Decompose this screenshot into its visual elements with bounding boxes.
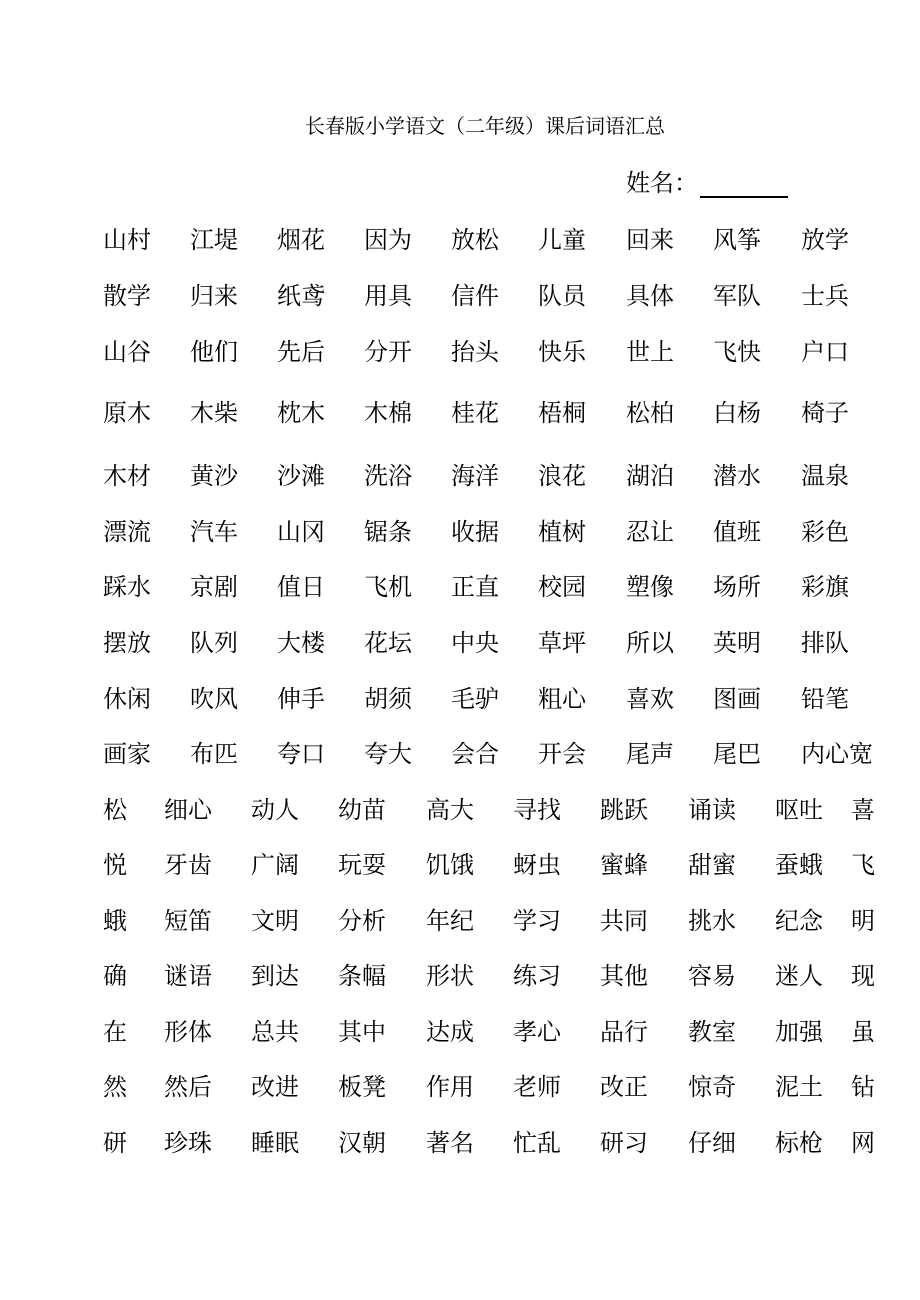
word-item: 文明 bbox=[251, 907, 299, 935]
word-item: 短笛 bbox=[164, 907, 212, 935]
word-item: 学习 bbox=[513, 907, 561, 935]
word-item: 达成 bbox=[426, 1018, 474, 1046]
word-item: 广阔 bbox=[251, 851, 299, 879]
word-item: 加强 bbox=[775, 1018, 823, 1046]
word-item: 网 bbox=[851, 1129, 875, 1157]
word-item: 浪花 bbox=[538, 462, 586, 490]
word-item: 幼苗 bbox=[338, 796, 386, 824]
word-item: 正直 bbox=[451, 573, 499, 601]
word-item: 呕吐 bbox=[775, 796, 823, 824]
word-item: 内心宽 bbox=[801, 740, 873, 768]
word-item: 彩色 bbox=[801, 518, 849, 546]
word-item: 标枪 bbox=[775, 1129, 823, 1157]
word-item: 儿童 bbox=[538, 226, 586, 254]
word-item: 条幅 bbox=[338, 962, 386, 990]
word-item: 飞 bbox=[851, 851, 875, 879]
word-item: 细心 bbox=[164, 796, 212, 824]
word-item: 到达 bbox=[251, 962, 299, 990]
word-item: 喜 bbox=[851, 796, 875, 824]
word-item: 喜欢 bbox=[626, 685, 674, 713]
word-row bbox=[0, 335, 920, 369]
word-row bbox=[0, 737, 920, 771]
word-item: 草坪 bbox=[538, 629, 586, 657]
word-item: 放松 bbox=[451, 226, 499, 254]
name-blank-line[interactable] bbox=[700, 170, 788, 198]
word-item: 具体 bbox=[626, 282, 674, 310]
word-row bbox=[0, 223, 920, 257]
word-item: 然 bbox=[103, 1073, 127, 1101]
word-item: 湖泊 bbox=[626, 462, 674, 490]
word-row bbox=[0, 904, 920, 938]
word-item: 蛾 bbox=[103, 907, 127, 935]
word-item: 摆放 bbox=[103, 629, 151, 657]
word-item: 著名 bbox=[426, 1129, 474, 1157]
word-item: 椅子 bbox=[801, 399, 849, 427]
word-item: 泥土 bbox=[775, 1073, 823, 1101]
word-item: 汉朝 bbox=[338, 1129, 386, 1157]
word-item: 牙齿 bbox=[164, 851, 212, 879]
word-item: 漂流 bbox=[103, 518, 151, 546]
word-item: 用具 bbox=[364, 282, 412, 310]
word-row bbox=[0, 1070, 920, 1104]
word-item: 动人 bbox=[251, 796, 299, 824]
page-title: 长春版小学语文（二年级）课后词语汇总 bbox=[305, 114, 665, 138]
word-item: 回来 bbox=[626, 226, 674, 254]
word-item: 队员 bbox=[538, 282, 586, 310]
word-item: 仔细 bbox=[688, 1129, 736, 1157]
word-item: 其中 bbox=[338, 1018, 386, 1046]
word-item: 粗心 bbox=[538, 685, 586, 713]
word-item: 士兵 bbox=[801, 282, 849, 310]
word-item: 品行 bbox=[600, 1018, 648, 1046]
word-item: 容易 bbox=[688, 962, 736, 990]
word-row bbox=[0, 848, 920, 882]
word-item: 英明 bbox=[713, 629, 761, 657]
word-item: 珍珠 bbox=[164, 1129, 212, 1157]
name-field bbox=[626, 163, 788, 198]
word-item: 洗浴 bbox=[364, 462, 412, 490]
word-item: 胡须 bbox=[364, 685, 412, 713]
word-item: 然后 bbox=[164, 1073, 212, 1101]
word-item: 散学 bbox=[103, 282, 151, 310]
word-item: 收据 bbox=[451, 518, 499, 546]
word-item: 睡眠 bbox=[251, 1129, 299, 1157]
word-item: 惊奇 bbox=[688, 1073, 736, 1101]
word-item: 潜水 bbox=[713, 462, 761, 490]
word-item: 夸口 bbox=[277, 740, 325, 768]
word-item: 踩水 bbox=[103, 573, 151, 601]
word-item: 尾声 bbox=[626, 740, 674, 768]
word-item: 教室 bbox=[688, 1018, 736, 1046]
word-row bbox=[0, 1126, 920, 1160]
word-row bbox=[0, 1015, 920, 1049]
word-item: 先后 bbox=[277, 338, 325, 366]
word-item: 沙滩 bbox=[277, 462, 325, 490]
word-item: 木柴 bbox=[190, 399, 238, 427]
word-item: 改进 bbox=[251, 1073, 299, 1101]
word-item: 忍让 bbox=[626, 518, 674, 546]
word-item: 原木 bbox=[103, 399, 151, 427]
word-item: 飞快 bbox=[713, 338, 761, 366]
word-item: 蚜虫 bbox=[513, 851, 561, 879]
word-item: 山谷 bbox=[103, 338, 151, 366]
word-item: 彩旗 bbox=[801, 573, 849, 601]
word-item: 世上 bbox=[626, 338, 674, 366]
word-item: 排队 bbox=[801, 629, 849, 657]
word-item: 植树 bbox=[538, 518, 586, 546]
word-item: 悦 bbox=[103, 851, 127, 879]
word-item: 海洋 bbox=[451, 462, 499, 490]
word-item: 队列 bbox=[190, 629, 238, 657]
word-row bbox=[0, 959, 920, 993]
word-item: 山村 bbox=[103, 226, 151, 254]
word-item: 中央 bbox=[451, 629, 499, 657]
word-item: 饥饿 bbox=[426, 851, 474, 879]
word-item: 值日 bbox=[277, 573, 325, 601]
word-row bbox=[0, 793, 920, 827]
word-item: 抬头 bbox=[451, 338, 499, 366]
word-item: 甜蜜 bbox=[688, 851, 736, 879]
word-row bbox=[0, 279, 920, 313]
word-item: 孝心 bbox=[513, 1018, 561, 1046]
word-item: 画家 bbox=[103, 740, 151, 768]
word-item: 花坛 bbox=[364, 629, 412, 657]
word-item: 研 bbox=[103, 1129, 127, 1157]
word-item: 蚕蛾 bbox=[775, 851, 823, 879]
word-item: 分开 bbox=[364, 338, 412, 366]
word-item: 休闲 bbox=[103, 685, 151, 713]
word-item: 作用 bbox=[426, 1073, 474, 1101]
word-item: 挑水 bbox=[688, 907, 736, 935]
word-row bbox=[0, 459, 920, 493]
word-item: 研习 bbox=[600, 1129, 648, 1157]
word-item: 布匹 bbox=[190, 740, 238, 768]
word-item: 改正 bbox=[600, 1073, 648, 1101]
word-item: 明 bbox=[851, 907, 875, 935]
word-item: 他们 bbox=[190, 338, 238, 366]
word-item: 梧桐 bbox=[538, 399, 586, 427]
word-item: 锯条 bbox=[364, 518, 412, 546]
word-item: 确 bbox=[103, 962, 127, 990]
word-item: 老师 bbox=[513, 1073, 561, 1101]
word-item: 松 bbox=[103, 796, 127, 824]
word-item: 共同 bbox=[600, 907, 648, 935]
word-item: 汽车 bbox=[190, 518, 238, 546]
word-item: 因为 bbox=[364, 226, 412, 254]
word-item: 所以 bbox=[626, 629, 674, 657]
word-item: 放学 bbox=[801, 226, 849, 254]
word-item: 山冈 bbox=[277, 518, 325, 546]
word-item: 木棉 bbox=[364, 399, 412, 427]
word-item: 桂花 bbox=[451, 399, 499, 427]
word-item: 形状 bbox=[426, 962, 474, 990]
word-item: 京剧 bbox=[190, 573, 238, 601]
word-item: 谜语 bbox=[164, 962, 212, 990]
word-item: 会合 bbox=[451, 740, 499, 768]
word-item: 吹风 bbox=[190, 685, 238, 713]
word-item: 塑像 bbox=[626, 573, 674, 601]
word-item: 夸大 bbox=[364, 740, 412, 768]
word-item: 大楼 bbox=[277, 629, 325, 657]
word-item: 纸鸢 bbox=[277, 282, 325, 310]
word-row bbox=[0, 682, 920, 716]
word-item: 玩耍 bbox=[338, 851, 386, 879]
word-item: 木材 bbox=[103, 462, 151, 490]
word-item: 快乐 bbox=[538, 338, 586, 366]
word-row bbox=[0, 626, 920, 660]
word-item: 图画 bbox=[713, 685, 761, 713]
word-item: 场所 bbox=[713, 573, 761, 601]
word-item: 形体 bbox=[164, 1018, 212, 1046]
word-item: 值班 bbox=[713, 518, 761, 546]
word-item: 归来 bbox=[190, 282, 238, 310]
word-item: 枕木 bbox=[277, 399, 325, 427]
word-item: 在 bbox=[103, 1018, 127, 1046]
name-label: 姓名： bbox=[626, 169, 698, 197]
word-item: 年纪 bbox=[426, 907, 474, 935]
word-item: 伸手 bbox=[277, 685, 325, 713]
word-item: 寻找 bbox=[513, 796, 561, 824]
word-item: 黄沙 bbox=[190, 462, 238, 490]
word-item: 开会 bbox=[538, 740, 586, 768]
word-item: 诵读 bbox=[688, 796, 736, 824]
word-item: 板凳 bbox=[338, 1073, 386, 1101]
word-item: 纪念 bbox=[775, 907, 823, 935]
word-item: 白杨 bbox=[713, 399, 761, 427]
word-item: 江堤 bbox=[190, 226, 238, 254]
word-item: 毛驴 bbox=[451, 685, 499, 713]
word-item: 钻 bbox=[851, 1073, 875, 1101]
word-row bbox=[0, 515, 920, 549]
word-item: 校园 bbox=[538, 573, 586, 601]
word-item: 现 bbox=[851, 962, 875, 990]
word-item: 高大 bbox=[426, 796, 474, 824]
word-item: 其他 bbox=[600, 962, 648, 990]
word-item: 练习 bbox=[513, 962, 561, 990]
word-item: 忙乱 bbox=[513, 1129, 561, 1157]
word-item: 飞机 bbox=[364, 573, 412, 601]
word-item: 军队 bbox=[713, 282, 761, 310]
word-item: 尾巴 bbox=[713, 740, 761, 768]
word-row bbox=[0, 396, 920, 430]
word-item: 温泉 bbox=[801, 462, 849, 490]
word-item: 虽 bbox=[851, 1018, 875, 1046]
word-item: 烟花 bbox=[277, 226, 325, 254]
word-row bbox=[0, 570, 920, 604]
word-item: 信件 bbox=[451, 282, 499, 310]
word-item: 迷人 bbox=[775, 962, 823, 990]
word-item: 分析 bbox=[338, 907, 386, 935]
word-item: 总共 bbox=[251, 1018, 299, 1046]
word-item: 风筝 bbox=[713, 226, 761, 254]
word-item: 蜜蜂 bbox=[600, 851, 648, 879]
word-item: 跳跃 bbox=[600, 796, 648, 824]
word-item: 户口 bbox=[801, 338, 849, 366]
word-item: 铅笔 bbox=[801, 685, 849, 713]
word-item: 松柏 bbox=[626, 399, 674, 427]
